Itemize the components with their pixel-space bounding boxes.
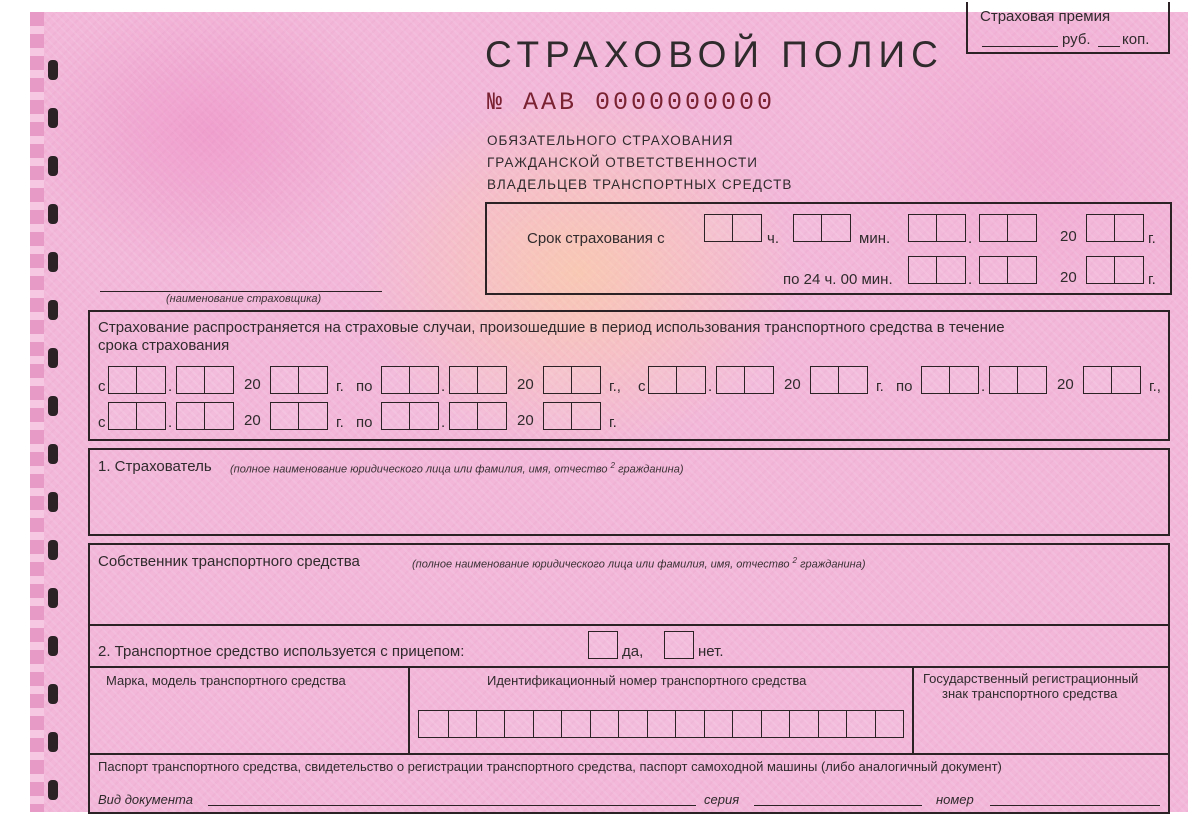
vehicle-plate-input[interactable] bbox=[922, 705, 1158, 747]
premium-rub-line bbox=[982, 46, 1058, 47]
term-h-label: ч. bbox=[767, 230, 779, 247]
term-to-year-field[interactable] bbox=[1086, 256, 1144, 284]
usage-period-3-from-day[interactable] bbox=[108, 402, 166, 430]
premium-kop-line bbox=[1098, 46, 1120, 47]
trailer-yes-checkbox[interactable] bbox=[588, 631, 618, 659]
usage-period-2-from-month[interactable] bbox=[716, 366, 774, 394]
usage-period-2-from-year-prefix: 20 bbox=[784, 376, 801, 393]
perforation-hole bbox=[48, 444, 58, 464]
passport-series-line[interactable] bbox=[754, 805, 922, 806]
usage-period-3-to-dot-1: . bbox=[441, 414, 446, 431]
perforation-hole bbox=[48, 204, 58, 224]
perforated-edge bbox=[30, 12, 44, 812]
vin-digit-divider bbox=[675, 711, 676, 737]
premium-label: Страховая премия bbox=[980, 8, 1111, 25]
usage-period-2-to-label: по bbox=[896, 378, 913, 395]
vin-digit-divider bbox=[504, 711, 505, 737]
usage-period-1-from-year-prefix: 20 bbox=[244, 376, 261, 393]
usage-period-2-from-g: г. bbox=[876, 378, 884, 395]
usage-period-1-to-year[interactable] bbox=[543, 366, 601, 394]
vin-digit-divider bbox=[846, 711, 847, 737]
policy-serial-number: № ААВ 0000000000 bbox=[487, 88, 776, 117]
premium-box bbox=[966, 2, 1170, 54]
perforation-hole bbox=[48, 540, 58, 560]
usage-period-2-g-comma: г., bbox=[1149, 378, 1161, 395]
usage-period-2-to-year-prefix: 20 bbox=[1057, 376, 1074, 393]
usage-period-3-to-g: г. bbox=[609, 414, 617, 431]
usage-period-3-from-year[interactable] bbox=[270, 402, 328, 430]
term-hour-field[interactable] bbox=[704, 214, 762, 242]
usage-period-3-to-label: по bbox=[356, 414, 373, 431]
usage-period-3-to-month[interactable] bbox=[449, 402, 507, 430]
vehicle-plate-label-line-2: знак транспортного средства bbox=[942, 686, 1118, 701]
usage-period-1-from-dot-1: . bbox=[168, 378, 173, 395]
usage-period-1-to-label: по bbox=[356, 378, 373, 395]
vehicle-make-label: Марка, модель транспортного средства bbox=[106, 673, 346, 688]
passport-doc-type-label: Вид документа bbox=[98, 792, 193, 807]
usage-period-3-to-year-prefix: 20 bbox=[517, 412, 534, 429]
trailer-label: 2. Транспортное средство используется с прицепом: bbox=[98, 643, 465, 660]
vehicle-vin-field[interactable] bbox=[418, 710, 904, 738]
vin-digit-divider bbox=[533, 711, 534, 737]
passport-series-label: серия bbox=[704, 792, 740, 807]
trailer-no-checkbox[interactable] bbox=[664, 631, 694, 659]
term-from-year-field[interactable] bbox=[1086, 214, 1144, 242]
vehicle-make-input[interactable] bbox=[98, 693, 398, 747]
vin-digit-divider bbox=[590, 711, 591, 737]
usage-period-3-from-month[interactable] bbox=[176, 402, 234, 430]
term-minute-field[interactable] bbox=[793, 214, 851, 242]
usage-period-2-from-label: с bbox=[638, 378, 646, 395]
vin-digit-divider bbox=[704, 711, 705, 737]
perforation-hole bbox=[48, 60, 58, 80]
usage-period-2-from-day[interactable] bbox=[648, 366, 706, 394]
usage-text-line-2: срока страхования bbox=[98, 337, 230, 354]
policyholder-box bbox=[88, 448, 1170, 536]
perforation-hole bbox=[48, 684, 58, 704]
term-from-day-field[interactable] bbox=[908, 214, 966, 242]
vehicle-plate-label-line-1: Государственный регистрационный bbox=[923, 671, 1139, 686]
perforation-hole bbox=[48, 396, 58, 416]
term-from-month-field[interactable] bbox=[979, 214, 1037, 242]
term-from-year-prefix: 20 bbox=[1060, 228, 1077, 245]
usage-period-3-from-label: с bbox=[98, 414, 106, 431]
passport-doc-type-line[interactable] bbox=[208, 805, 696, 806]
perforation-hole bbox=[48, 108, 58, 128]
vin-digit-divider bbox=[875, 711, 876, 737]
term-from-dot-1: . bbox=[968, 230, 973, 247]
vehicle-col-divider-1 bbox=[408, 666, 410, 753]
usage-period-1-from-month[interactable] bbox=[176, 366, 234, 394]
usage-period-3-from-dot-1: . bbox=[168, 414, 173, 431]
usage-period-1-to-year-prefix: 20 bbox=[517, 376, 534, 393]
term-box bbox=[485, 202, 1172, 295]
usage-period-3-from-year-prefix: 20 bbox=[244, 412, 261, 429]
owner-hint: (полное наименование юридического лица или фамилия, имя, отчество $^2$ гражданина) bbox=[412, 556, 866, 571]
term-to-dot: . bbox=[968, 271, 973, 288]
term-to-day-field[interactable] bbox=[908, 256, 966, 284]
trailer-yes-label: да, bbox=[622, 643, 644, 660]
usage-period-1-g-comma: г., bbox=[609, 378, 621, 395]
usage-period-box bbox=[88, 310, 1170, 441]
vehicle-vin-label: Идентификационный номер транспортного средства bbox=[487, 673, 807, 688]
policyholder-hint: (полное наименование юридического лица или фамилия, имя, отчество $^2$ гражданина) bbox=[230, 461, 684, 476]
usage-period-3-from-g: г. bbox=[336, 414, 344, 431]
premium-kop-label: коп. bbox=[1122, 31, 1150, 48]
vin-digit-divider bbox=[476, 711, 477, 737]
insurer-caption: (наименование страховщика) bbox=[166, 293, 322, 305]
usage-period-1-from-day[interactable] bbox=[108, 366, 166, 394]
vehicle-col-divider-2 bbox=[912, 666, 914, 753]
subtitle-line-2: ГРАЖДАНСКОЙ ОТВЕТСТВЕННОСТИ bbox=[487, 155, 759, 170]
perforation-hole bbox=[48, 780, 58, 800]
passport-number-label: номер bbox=[936, 792, 974, 807]
perforation-hole bbox=[48, 300, 58, 320]
passport-label: Паспорт транспортного средства, свидетельство о регистрации транспортного средства, паспорт самоходной машины (либо аналогичный документ) bbox=[98, 759, 1002, 774]
term-from-label: Срок страхования с bbox=[527, 230, 665, 247]
premium-rub-label: руб. bbox=[1062, 31, 1091, 48]
usage-period-1-from-year[interactable] bbox=[270, 366, 328, 394]
vin-digit-divider bbox=[618, 711, 619, 737]
perforation-hole bbox=[48, 588, 58, 608]
subtitle-line-1: ОБЯЗАТЕЛЬНОГО СТРАХОВАНИЯ bbox=[487, 133, 734, 148]
trailer-no-label: нет. bbox=[698, 643, 724, 660]
vin-digit-divider bbox=[789, 711, 790, 737]
vin-digit-divider bbox=[561, 711, 562, 737]
perforation-hole bbox=[48, 492, 58, 512]
perforation-hole bbox=[48, 348, 58, 368]
policyholder-input[interactable] bbox=[98, 480, 1156, 528]
usage-period-1-from-label: с bbox=[98, 378, 106, 395]
usage-text-line-1: Страхование распространяется на страховые случаи, произошедшие в период использования транспортного средства в течение bbox=[98, 319, 1005, 336]
term-from-g-label: г. bbox=[1148, 230, 1156, 247]
term-to-label: по 24 ч. 00 мин. bbox=[783, 271, 893, 288]
vin-digit-divider bbox=[761, 711, 762, 737]
term-to-month-field[interactable] bbox=[979, 256, 1037, 284]
page-title: СТРАХОВОЙ ПОЛИС bbox=[485, 34, 944, 75]
policyholder-label: 1. Страхователь bbox=[98, 458, 212, 475]
usage-period-2-to-dot-1: . bbox=[981, 378, 986, 395]
trailer-divider bbox=[90, 666, 1168, 668]
usage-period-1-to-month[interactable] bbox=[449, 366, 507, 394]
usage-period-1-to-day[interactable] bbox=[381, 366, 439, 394]
perforation-hole bbox=[48, 252, 58, 272]
vin-digit-divider bbox=[448, 711, 449, 737]
passport-number-line[interactable] bbox=[990, 805, 1160, 806]
passport-divider bbox=[90, 753, 1168, 755]
usage-period-1-to-dot-1: . bbox=[441, 378, 446, 395]
usage-period-3-to-year[interactable] bbox=[543, 402, 601, 430]
usage-period-2-to-year[interactable] bbox=[1083, 366, 1141, 394]
term-min-label: мин. bbox=[859, 230, 891, 247]
vin-digit-divider bbox=[818, 711, 819, 737]
vin-digit-divider bbox=[732, 711, 733, 737]
perforation-hole bbox=[48, 156, 58, 176]
usage-period-2-to-day[interactable] bbox=[921, 366, 979, 394]
perforation-hole bbox=[48, 636, 58, 656]
insurer-name-line[interactable] bbox=[100, 291, 382, 292]
usage-period-2-to-month[interactable] bbox=[989, 366, 1047, 394]
usage-period-2-from-year[interactable] bbox=[810, 366, 868, 394]
perforation-hole bbox=[48, 732, 58, 752]
usage-period-2-from-dot-1: . bbox=[708, 378, 713, 395]
usage-period-3-to-day[interactable] bbox=[381, 402, 439, 430]
term-to-g-label: г. bbox=[1148, 271, 1156, 288]
vin-digit-divider bbox=[647, 711, 648, 737]
owner-divider bbox=[90, 624, 1168, 626]
usage-period-1-from-g: г. bbox=[336, 378, 344, 395]
owner-input[interactable] bbox=[98, 575, 1156, 619]
subtitle-line-3: ВЛАДЕЛЬЦЕВ ТРАНСПОРТНЫХ СРЕДСТВ bbox=[487, 177, 793, 192]
term-to-year-prefix: 20 bbox=[1060, 269, 1077, 286]
owner-label: Собственник транспортного средства bbox=[98, 553, 360, 570]
owner-vehicle-box bbox=[88, 543, 1170, 814]
